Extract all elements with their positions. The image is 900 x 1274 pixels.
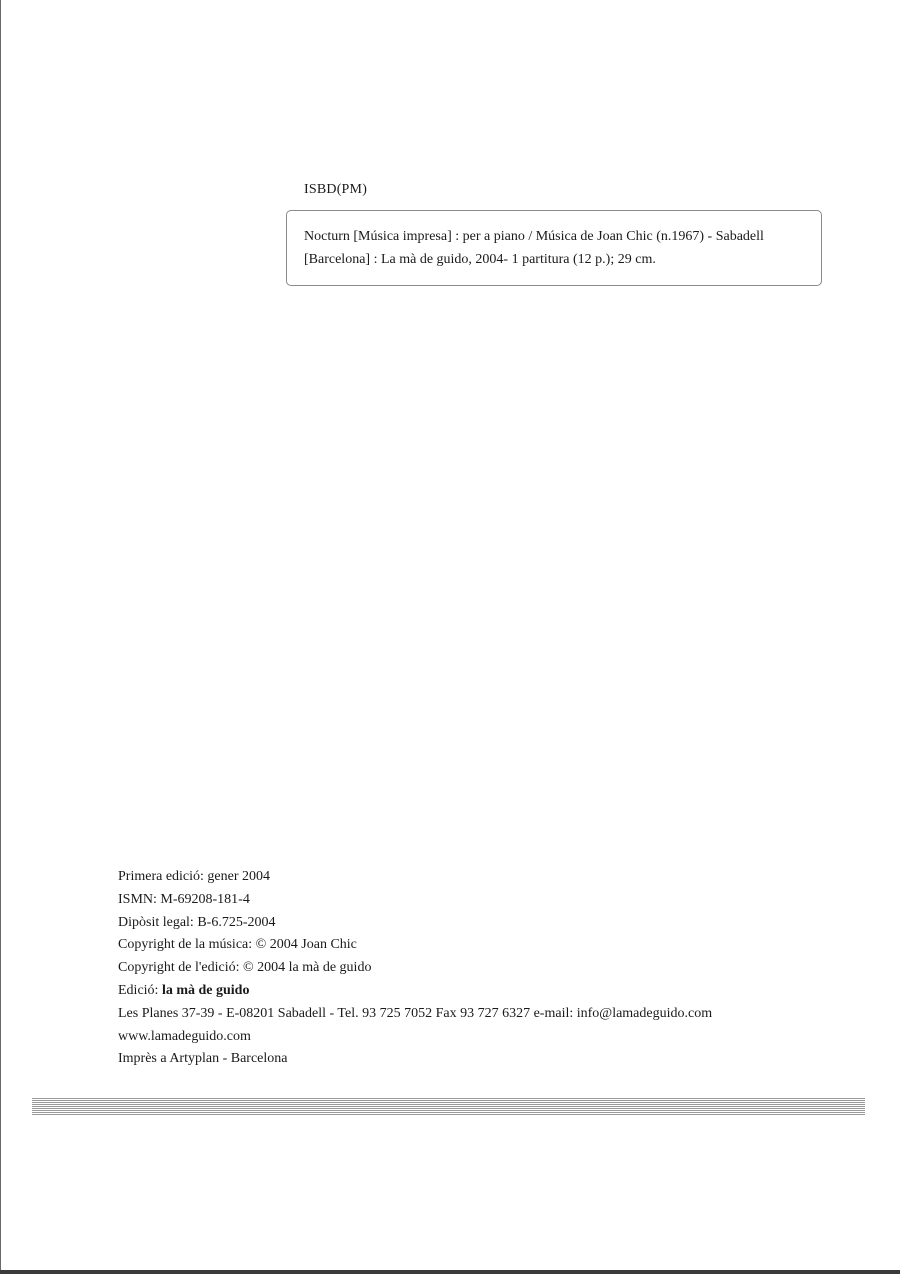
printer-line: Imprès a Artyplan - Barcelona — [118, 1051, 288, 1067]
edition-line — [118, 980, 712, 1003]
decorative-rule — [32, 1098, 865, 1115]
ismn-line: ISMN: M-69208-181-4 — [118, 891, 250, 907]
copyright-edition-line: Copyright de l'edició: © 2004 la mà de guido — [118, 960, 372, 976]
isbd-record-line-1: Nocturn [Música impresa] : per a piano / Música de Joan Chic (n.1967) - Sabadell — [304, 229, 764, 244]
edition-label: Edició: — [118, 982, 162, 998]
page-left-edge — [0, 0, 1, 1274]
page-bottom-edge — [0, 1270, 900, 1274]
first-edition-line: Primera edició: gener 2004 — [118, 869, 271, 884]
legal-deposit-line: Dipòsit legal: B-6.725-2004 — [118, 914, 276, 930]
isbd-label: ISBD(PM) — [304, 182, 368, 197]
colophon — [118, 866, 712, 1071]
copyright-music-line: Copyright de la música: © 2004 Joan Chic — [118, 937, 357, 953]
isbd-record-box — [286, 210, 822, 286]
edition-publisher: la mà de guido — [161, 982, 250, 998]
website-line: www.lamadeguido.com — [118, 1028, 251, 1044]
address-line: Les Planes 37-39 - E-08201 Sabadell - Tel. 93 725 7052 Fax 93 727 6327 e-mail: info@lamadeguido.com — [118, 1005, 713, 1021]
isbd-record-line-2: [Barcelona] : La mà de guido, 2004- 1 partitura (12 p.); 29 cm. — [304, 252, 656, 267]
